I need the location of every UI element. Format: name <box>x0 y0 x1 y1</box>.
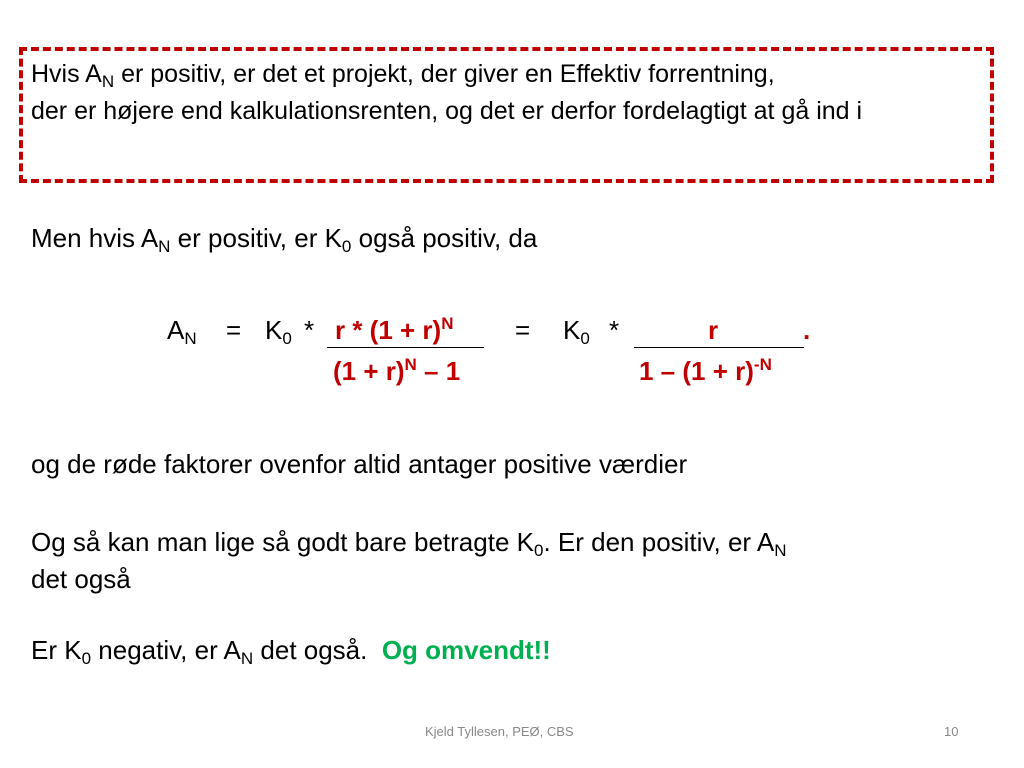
eq-equals-2: = <box>515 315 531 345</box>
eq-denominator-2: $1 - (1 + r)^{-N}$ <box>639 355 772 386</box>
eq-equals-1: = <box>226 315 242 345</box>
eq-times-2: * <box>609 315 620 345</box>
statement-men-hvis: Men hvis $A_N$ er positiv, er $K_0$ også positiv, da <box>31 223 538 256</box>
eq-k0-2: $K_0$ <box>563 315 590 348</box>
page-number: 10 <box>944 724 959 739</box>
fraction-line-2 <box>634 347 804 348</box>
fraction-line-1 <box>327 347 484 348</box>
statement-betragte-k0: Og så kan man lige så godt bare betragte $K_0$. Er den positiv, er $A_N$ det også <box>31 527 787 594</box>
statement-red-factors: og de røde faktorer ovenfor altid antager positive værdier <box>31 449 688 479</box>
footer-author: Kjeld Tyllesen, PEØ, CBS <box>425 724 574 739</box>
eq-a-n: $A_N$ <box>167 315 197 348</box>
box-text: Hvis $A_N$ er positiv, er det et projekt, der giver en Effektiv forrentning, der er højere end kalkulationsrenten, og det er derfor fordelagtigt at gå ind i <box>31 60 863 125</box>
eq-k0-1: $K_0$ <box>265 315 292 348</box>
statement-negativ: Er $K_0$ negativ, er $A_N$ det også. Og omvendt!! <box>31 635 551 668</box>
og-omvendt-highlight: Og omvendt!! <box>381 635 551 665</box>
eq-numerator-1: $r * (1 + r)^N$ <box>335 314 454 345</box>
eq-denominator-1: $(1 + r)^N - 1$ <box>333 355 461 386</box>
eq-period: . <box>803 315 811 345</box>
eq-times-1: * <box>304 315 315 345</box>
eq-numerator-2: r <box>708 315 719 345</box>
